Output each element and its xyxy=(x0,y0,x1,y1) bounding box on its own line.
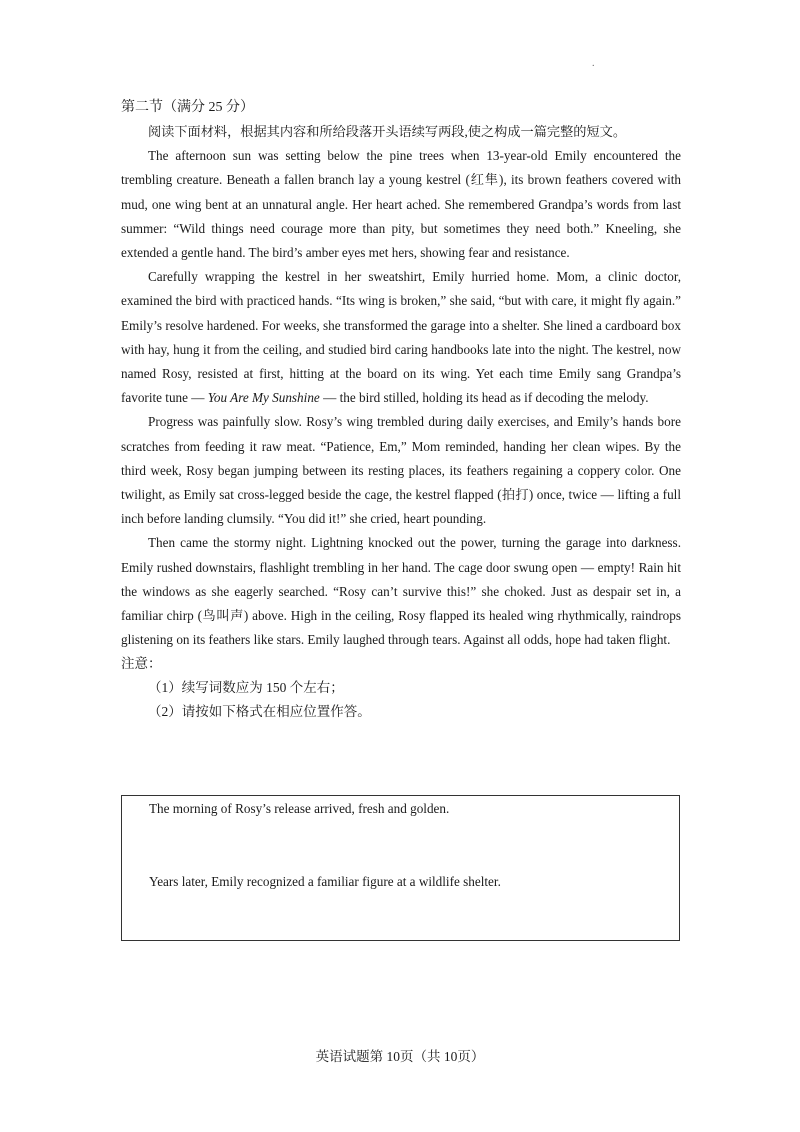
corner-mark: . xyxy=(592,58,595,69)
story-paragraph-3: Progress was painfully slow. Rosy’s wing trembled during daily exercises, and Emily’s hands bore scratches from feeding it raw meat. “Patience, Em,” Mom reminded, handing her clean wipes. By the third week, Rosy began jumping between its resting places, its feathers regaining a coppery color. One twilight, as Emily sat cross-legged beside the cage, the kestrel flapped (拍打) once, twice — lifting a full inch before landing clumsily. “You did it!” she cried, heart pounding. xyxy=(121,414,681,527)
section-title: 第二节（满分 25 分） xyxy=(121,100,254,115)
note-1: （1）续写词数应为 150 个左右； xyxy=(148,680,344,696)
story-paragraph-2-after: — the bird stilled, holding its head as if decoding the melody. xyxy=(319,390,649,406)
story-paragraph-1: The afternoon sun was setting below the pine trees when 13-year-old Emily encountered the trembling creature. Beneath a fallen branch lay a young kestrel (红隼), its brown feathers covered with mud, one wing bent at an unnatural angle. Her heart ached. She remembered Grandpa’s words from last summer: “Wild things need courage more than pity, but sometimes they need both.” Kneeling, she extended a gentle hand. The bird’s amber eyes met hers, showing fear and resistance. xyxy=(121,148,681,261)
answer-opening-line-2: Years later, Emily recognized a familiar figure at a wildlife shelter. xyxy=(149,874,501,889)
story-paragraph-2 xyxy=(121,265,681,410)
note-2: （2）请按如下格式在相应位置作答。 xyxy=(148,704,371,720)
answer-opening-line-1: The morning of Rosy’s release arrived, fresh and golden. xyxy=(149,801,450,816)
answer-box[interactable] xyxy=(121,795,680,941)
notes-title: 注意： xyxy=(121,656,162,672)
story-paragraph-4: Then came the stormy night. Lightning knocked out the power, turning the garage into darkness. Emily rushed downstairs, flashlight trembling in her hand. The cage door swung open — empty! Rain hit the windows as she eagerly searched. “Rosy can’t survive this!” she choked. Just as despair set in, a familiar chirp (鸟叫声) above. High in the ceiling, Rosy flapped its healed wing rhythmically, raindrops glistening on its feathers like stars. Emily laughed through tears. Against all odds, hope had taken flight. xyxy=(121,535,681,648)
question-section xyxy=(121,96,681,724)
story-paragraph-2-before: Carefully wrapping the kestrel in her sweatshirt, Emily hurried home. Mom, a clinic doctor, examined the bird with practiced hands. “Its wing is broken,” she said, “but with care, it might fly again.” Emily’s resolve hardened. For weeks, she transformed the garage into a shelter. She lined a cardboard box with hay, hung it from the ceiling, and studied bird caring handbooks late into the night. The kestrel, now named Rosy, resisted at first, hitting at the board on its wing. Yet each time Emily sang Grandpa’s favorite tune — xyxy=(121,269,681,406)
song-title: You Are My Sunshine xyxy=(207,390,320,406)
page-footer: 英语试题第 10页（共 10页） xyxy=(315,1049,485,1064)
instruction: 阅读下面材料，根据其内容和所给段落开头语续写两段,使之构成一篇完整的短文。 xyxy=(148,124,627,139)
